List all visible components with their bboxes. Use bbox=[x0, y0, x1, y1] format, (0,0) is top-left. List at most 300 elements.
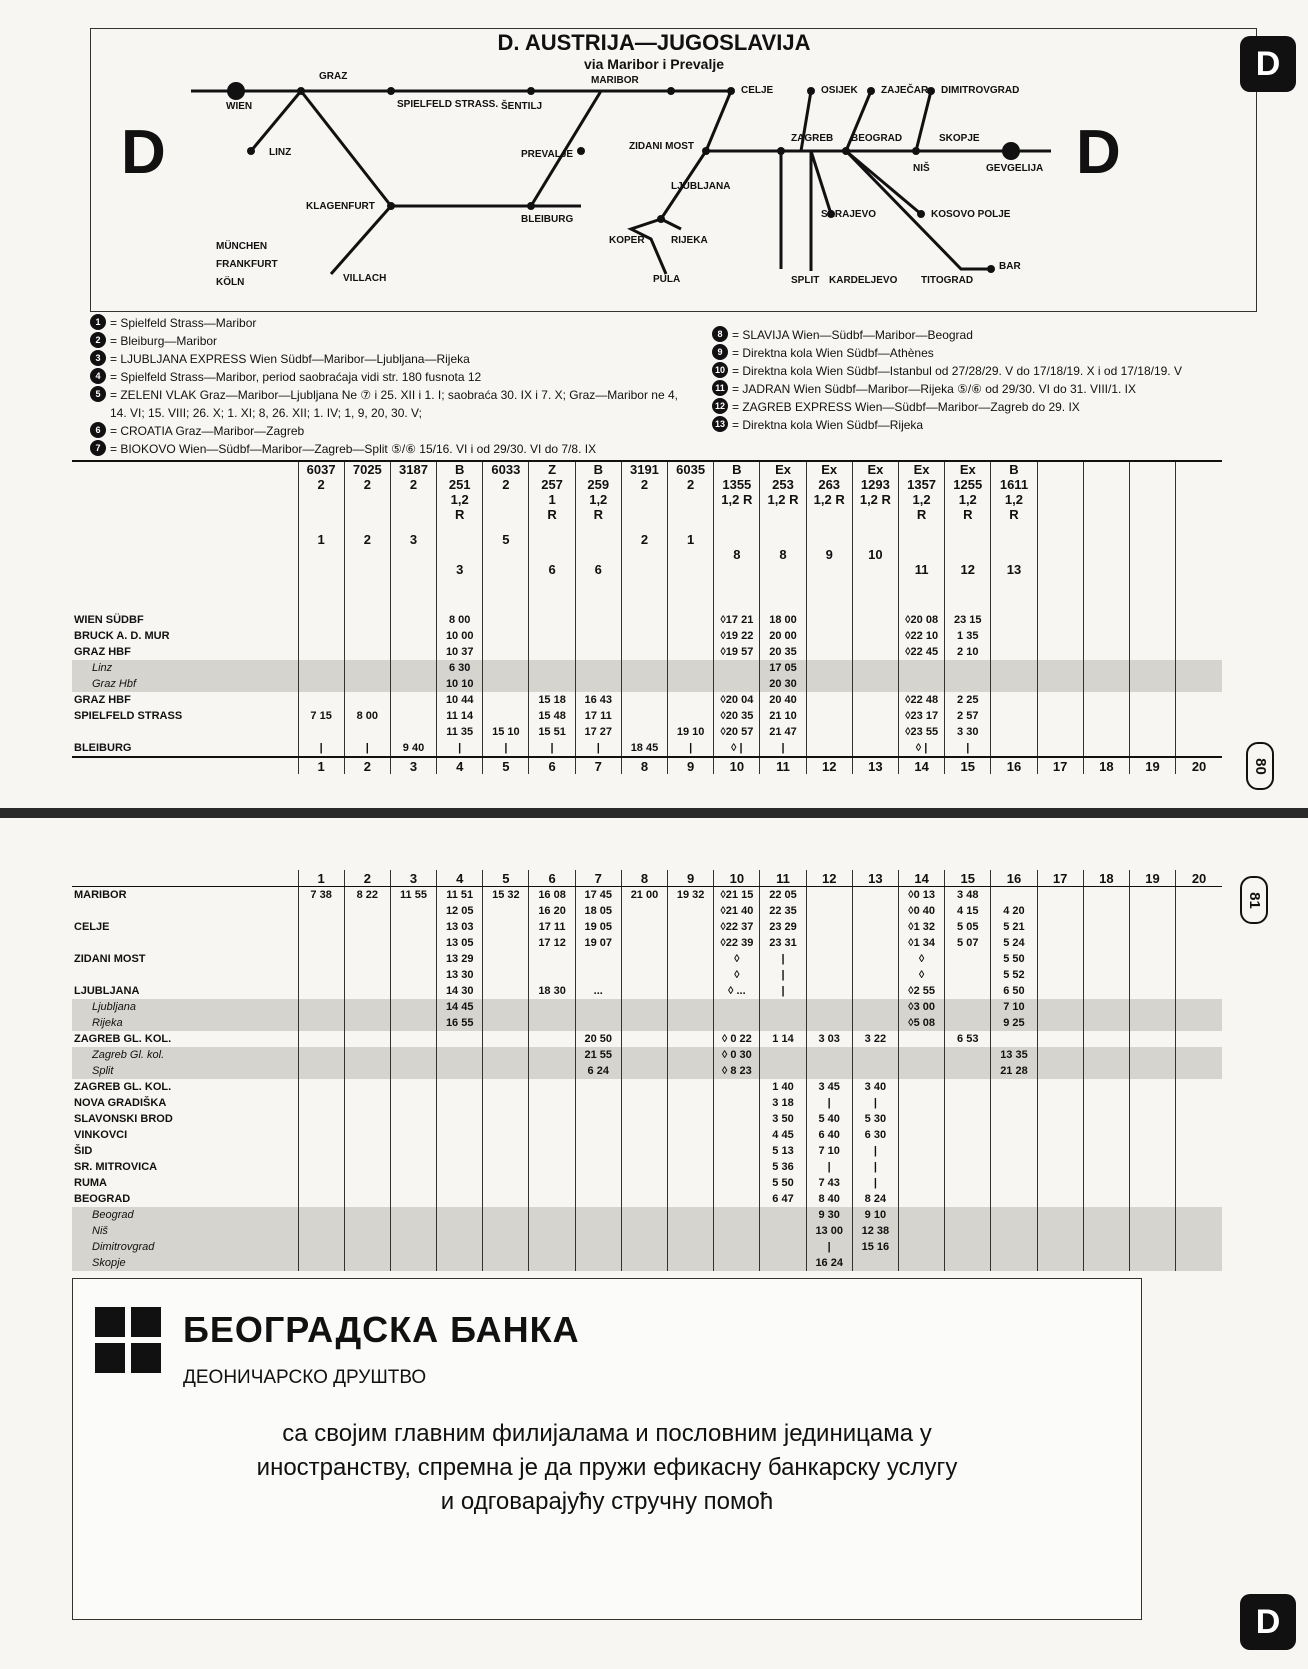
time-cell: 15 16 bbox=[852, 1239, 898, 1255]
time-cell bbox=[1176, 708, 1222, 724]
train-extra: R bbox=[455, 507, 465, 522]
time-cell bbox=[714, 1143, 760, 1159]
table-row bbox=[72, 676, 1222, 692]
time-cell bbox=[852, 692, 898, 708]
legend-item: 10 = Direktna kola Wien Südbf—Istanbul od 27/28/29. V do 17/18/19. X i od 17/18/19. V bbox=[712, 362, 1232, 380]
time-cell bbox=[298, 1111, 344, 1127]
time-cell bbox=[298, 1127, 344, 1143]
column-number: 6 bbox=[529, 757, 575, 774]
time-cell bbox=[852, 1255, 898, 1271]
time-cell bbox=[1083, 1047, 1129, 1063]
time-cell bbox=[806, 951, 852, 967]
time-cell bbox=[483, 1095, 529, 1111]
station-name: Rijeka bbox=[72, 1015, 298, 1031]
time-cell bbox=[1129, 1063, 1175, 1079]
station-name: CELJE bbox=[74, 921, 110, 933]
time-cell bbox=[437, 1255, 483, 1271]
time-cell bbox=[1129, 1175, 1175, 1191]
time-cell bbox=[529, 1111, 575, 1127]
time-cell bbox=[621, 708, 667, 724]
time-cell bbox=[298, 1079, 344, 1095]
time-cell bbox=[668, 1239, 714, 1255]
time-cell bbox=[298, 1191, 344, 1207]
time-cell bbox=[437, 1095, 483, 1111]
time-cell bbox=[529, 967, 575, 983]
time-cell bbox=[1037, 1175, 1083, 1191]
time-cell bbox=[668, 1127, 714, 1143]
time-cell bbox=[483, 612, 529, 628]
legend-item: 4 = Spielfeld Strass—Maribor, period saobraćaja vidi str. 180 fusnota 12 bbox=[90, 368, 690, 386]
time-cell bbox=[390, 628, 436, 644]
time-cell bbox=[898, 1223, 944, 1239]
time-cell bbox=[1083, 1175, 1129, 1191]
station-name: Split bbox=[72, 1063, 298, 1079]
time-cell bbox=[806, 708, 852, 724]
time-cell bbox=[1037, 1031, 1083, 1047]
time-cell bbox=[621, 1079, 667, 1095]
time-cell bbox=[991, 708, 1037, 724]
time-cell: 15 51 bbox=[529, 724, 575, 740]
time-cell bbox=[437, 1207, 483, 1223]
time-cell bbox=[529, 1063, 575, 1079]
time-cell bbox=[898, 1127, 944, 1143]
time-cell bbox=[760, 1063, 806, 1079]
city-label: KÖLN bbox=[216, 277, 245, 288]
time-cell bbox=[714, 1079, 760, 1095]
city-label: BEOGRAD bbox=[851, 133, 903, 144]
time-cell bbox=[852, 999, 898, 1015]
train-extra: R bbox=[916, 507, 927, 522]
station-name bbox=[72, 724, 298, 740]
time-cell bbox=[945, 676, 991, 692]
time-cell bbox=[1083, 951, 1129, 967]
time-cell bbox=[1176, 628, 1222, 644]
city-label: LINZ bbox=[269, 147, 292, 158]
time-cell bbox=[945, 1159, 991, 1175]
time-cell bbox=[1083, 1143, 1129, 1159]
time-cell bbox=[1037, 887, 1083, 904]
time-cell bbox=[390, 1255, 436, 1271]
time-cell bbox=[621, 1031, 667, 1047]
bank-advertisement bbox=[72, 1278, 1142, 1620]
city-label: ZIDANI MOST bbox=[629, 141, 694, 152]
train-header-cell bbox=[437, 461, 483, 612]
time-cell bbox=[575, 1191, 621, 1207]
time-cell bbox=[483, 644, 529, 660]
table-row bbox=[72, 1127, 1222, 1143]
train-no: 257 bbox=[541, 477, 563, 492]
time-cell bbox=[668, 1191, 714, 1207]
time-cell: | bbox=[760, 951, 806, 967]
time-cell bbox=[298, 983, 344, 999]
time-cell: 17 27 bbox=[575, 724, 621, 740]
train-ref: 2 bbox=[640, 532, 649, 547]
station-name: WIEN SÜDBF bbox=[74, 614, 144, 626]
time-cell bbox=[991, 692, 1037, 708]
time-cell bbox=[344, 903, 390, 919]
time-cell bbox=[298, 724, 344, 740]
time-cell bbox=[898, 1143, 944, 1159]
time-cell: 8 00 bbox=[344, 708, 390, 724]
column-number: 8 bbox=[621, 870, 667, 887]
time-cell bbox=[991, 628, 1037, 644]
time-cell bbox=[1129, 628, 1175, 644]
time-cell bbox=[852, 1063, 898, 1079]
time-cell bbox=[621, 628, 667, 644]
time-cell bbox=[1176, 983, 1222, 999]
column-number: 2 bbox=[344, 870, 390, 887]
time-cell bbox=[529, 628, 575, 644]
train-cls: 2 bbox=[502, 477, 510, 492]
table-row bbox=[72, 1143, 1222, 1159]
train-cls: 1,2 R bbox=[859, 492, 891, 507]
time-cell: | bbox=[945, 740, 991, 757]
time-cell: ... bbox=[575, 983, 621, 999]
time-cell bbox=[298, 1015, 344, 1031]
train-ref: 12 bbox=[960, 562, 975, 577]
time-cell: ◊19 57 bbox=[714, 644, 760, 660]
time-cell bbox=[390, 1127, 436, 1143]
time-cell bbox=[714, 1015, 760, 1031]
time-cell bbox=[668, 708, 714, 724]
time-cell: 19 10 bbox=[668, 724, 714, 740]
time-cell bbox=[991, 740, 1037, 757]
time-cell bbox=[390, 660, 436, 676]
time-cell: 4 15 bbox=[945, 903, 991, 919]
time-cell bbox=[1083, 1191, 1129, 1207]
time-cell bbox=[1083, 1079, 1129, 1095]
legend-item: 6 = CROATIA Graz—Maribor—Zagreb bbox=[90, 422, 690, 440]
time-cell: | bbox=[760, 983, 806, 999]
train-ref: 6 bbox=[594, 562, 602, 577]
time-cell bbox=[344, 1207, 390, 1223]
table-row bbox=[72, 1031, 1222, 1047]
time-cell bbox=[1176, 1207, 1222, 1223]
time-cell bbox=[1037, 1015, 1083, 1031]
legend-item: 9 = Direktna kola Wien Südbf—Athènes bbox=[712, 344, 1232, 362]
table-row bbox=[72, 1255, 1222, 1271]
time-cell: 3 48 bbox=[945, 887, 991, 904]
time-cell bbox=[1083, 1111, 1129, 1127]
slogan-line: иностранству, спремна је да пружи ефикасну банкарску услугу bbox=[256, 1454, 958, 1481]
time-cell bbox=[991, 724, 1037, 740]
time-cell: 7 10 bbox=[806, 1143, 852, 1159]
time-cell bbox=[483, 935, 529, 951]
column-number: 7 bbox=[575, 870, 621, 887]
time-cell bbox=[806, 1047, 852, 1063]
time-cell bbox=[991, 1207, 1037, 1223]
time-cell bbox=[1129, 1127, 1175, 1143]
train-cls: 1,2 bbox=[589, 492, 608, 507]
time-cell bbox=[1176, 1159, 1222, 1175]
time-cell bbox=[991, 1191, 1037, 1207]
time-cell bbox=[760, 1239, 806, 1255]
time-cell bbox=[668, 692, 714, 708]
time-cell: 5 50 bbox=[760, 1175, 806, 1191]
time-cell bbox=[437, 1111, 483, 1127]
table-row bbox=[72, 1095, 1222, 1111]
legend-item: 5 = ZELENI VLAK Graz—Maribor—Ljubljana Ne ⑦ i 25. XII i 1. I; saobraća 30. IX i 7. X; Graz—Maribor ne 4, 14. VI; 15. VIII; 26. X; 1. XI; 8, 26. XII; 1. IV; 1, 9, 20, 30. V; bbox=[90, 386, 690, 422]
time-cell: ◊ bbox=[898, 967, 944, 983]
table-row bbox=[72, 1207, 1222, 1223]
time-cell bbox=[852, 903, 898, 919]
time-cell bbox=[945, 1063, 991, 1079]
time-cell bbox=[1083, 1015, 1129, 1031]
time-cell bbox=[344, 724, 390, 740]
column-number: 20 bbox=[1176, 757, 1222, 774]
time-cell bbox=[575, 1111, 621, 1127]
table-row bbox=[72, 903, 1222, 919]
station-name: LJUBLJANA bbox=[74, 985, 140, 997]
time-cell bbox=[1129, 1111, 1175, 1127]
table-row bbox=[72, 919, 1222, 935]
time-cell bbox=[668, 919, 714, 935]
time-cell bbox=[1129, 740, 1175, 757]
table-row bbox=[72, 999, 1222, 1015]
time-cell bbox=[575, 644, 621, 660]
time-cell: | bbox=[344, 740, 390, 757]
time-cell bbox=[898, 1031, 944, 1047]
time-cell bbox=[298, 1031, 344, 1047]
time-cell bbox=[714, 676, 760, 692]
legend-item: 7 = BIOKOVO Wien—Südbf—Maribor—Zagreb—Split ⑤/⑥ 15/16. VI i od 29/30. VI do 7/8. IX bbox=[90, 440, 690, 458]
page-subtitle: via Maribor i Prevalje bbox=[583, 56, 725, 72]
train-no: 1255 bbox=[953, 477, 983, 492]
time-cell bbox=[529, 644, 575, 660]
time-cell bbox=[483, 1207, 529, 1223]
time-cell bbox=[298, 612, 344, 628]
time-cell bbox=[344, 1111, 390, 1127]
time-cell bbox=[898, 1079, 944, 1095]
station-name: NOVA GRADIŠKA bbox=[74, 1097, 167, 1109]
station-name: MARIBOR bbox=[74, 889, 127, 901]
time-cell bbox=[806, 903, 852, 919]
time-cell bbox=[1129, 1095, 1175, 1111]
time-cell bbox=[390, 612, 436, 628]
time-cell bbox=[621, 983, 667, 999]
time-cell bbox=[483, 1127, 529, 1143]
time-cell: 9 25 bbox=[991, 1015, 1037, 1031]
time-cell bbox=[575, 967, 621, 983]
table-row bbox=[72, 967, 1222, 983]
city-label: LJUBLJANA bbox=[671, 181, 731, 192]
time-cell bbox=[483, 1175, 529, 1191]
time-cell bbox=[1037, 1047, 1083, 1063]
time-cell: 21 00 bbox=[621, 887, 667, 904]
time-cell bbox=[1037, 628, 1083, 644]
time-cell bbox=[621, 676, 667, 692]
time-cell bbox=[945, 1255, 991, 1271]
time-cell: 9 10 bbox=[852, 1207, 898, 1223]
time-cell bbox=[1176, 903, 1222, 919]
time-cell bbox=[945, 1127, 991, 1143]
train-cls: 2 bbox=[640, 477, 649, 492]
time-cell bbox=[1083, 1207, 1129, 1223]
time-cell bbox=[529, 612, 575, 628]
time-cell: 3 03 bbox=[806, 1031, 852, 1047]
time-cell bbox=[344, 1047, 390, 1063]
time-cell: 1 14 bbox=[760, 1031, 806, 1047]
map-right-letter: D bbox=[1076, 118, 1121, 187]
table-row bbox=[72, 628, 1222, 644]
time-cell bbox=[1037, 1223, 1083, 1239]
time-cell bbox=[668, 983, 714, 999]
time-cell bbox=[621, 692, 667, 708]
time-cell bbox=[668, 999, 714, 1015]
time-cell: 16 24 bbox=[806, 1255, 852, 1271]
time-cell bbox=[945, 1143, 991, 1159]
station-name: Beograd bbox=[72, 1207, 298, 1223]
time-cell bbox=[298, 692, 344, 708]
train-header-cell bbox=[1176, 461, 1222, 612]
time-cell bbox=[298, 1207, 344, 1223]
time-cell: 11 51 bbox=[437, 887, 483, 904]
time-cell: ◊ | bbox=[898, 740, 944, 757]
train-header-cell bbox=[575, 461, 621, 612]
time-cell bbox=[529, 1223, 575, 1239]
time-cell bbox=[668, 660, 714, 676]
time-cell bbox=[852, 1047, 898, 1063]
train-header-row bbox=[72, 461, 1222, 612]
time-cell bbox=[621, 1223, 667, 1239]
time-cell bbox=[1037, 724, 1083, 740]
time-cell bbox=[1129, 1191, 1175, 1207]
station-name: Skopje bbox=[72, 1255, 298, 1271]
train-header-cell bbox=[298, 461, 344, 612]
train-no: 263 bbox=[818, 477, 841, 492]
time-cell bbox=[898, 1159, 944, 1175]
city-label: PREVALJE bbox=[521, 149, 574, 160]
time-cell bbox=[344, 1223, 390, 1239]
time-cell bbox=[344, 676, 390, 692]
time-cell bbox=[575, 1239, 621, 1255]
time-cell bbox=[390, 1223, 436, 1239]
time-cell bbox=[1129, 676, 1175, 692]
time-cell: ◊22 48 bbox=[898, 692, 944, 708]
time-cell bbox=[806, 724, 852, 740]
time-cell bbox=[1176, 951, 1222, 967]
time-cell: 16 43 bbox=[575, 692, 621, 708]
time-cell bbox=[806, 1063, 852, 1079]
time-cell bbox=[437, 1175, 483, 1191]
table-row bbox=[72, 1079, 1222, 1095]
time-cell: ◊3 00 bbox=[898, 999, 944, 1015]
time-cell bbox=[668, 1159, 714, 1175]
time-cell bbox=[668, 1015, 714, 1031]
time-cell bbox=[852, 935, 898, 951]
time-cell bbox=[621, 1191, 667, 1207]
time-cell bbox=[344, 1143, 390, 1159]
time-cell bbox=[852, 887, 898, 904]
time-cell: | bbox=[852, 1143, 898, 1159]
time-cell bbox=[344, 1079, 390, 1095]
time-cell: 17 12 bbox=[529, 935, 575, 951]
time-cell: 5 50 bbox=[991, 951, 1037, 967]
time-cell: | bbox=[852, 1095, 898, 1111]
time-cell: 3 45 bbox=[806, 1079, 852, 1095]
time-cell bbox=[390, 1191, 436, 1207]
bank-name: БЕОГРАДСКА БАНКА bbox=[183, 1309, 580, 1350]
bank-slogan bbox=[113, 1417, 1101, 1519]
time-cell bbox=[806, 967, 852, 983]
table-row bbox=[72, 887, 1222, 904]
time-cell bbox=[991, 1223, 1037, 1239]
time-cell: 10 00 bbox=[437, 628, 483, 644]
station-name: ZAGREB GL. KOL. bbox=[74, 1081, 172, 1093]
time-cell bbox=[621, 1255, 667, 1271]
time-cell: 17 11 bbox=[575, 708, 621, 724]
city-label: KOPER bbox=[609, 235, 645, 246]
time-cell bbox=[991, 1239, 1037, 1255]
city-label: KARDELJEVO bbox=[829, 275, 898, 286]
station-name: BRUCK A. D. MUR bbox=[74, 630, 170, 642]
table-row bbox=[72, 1191, 1222, 1207]
time-cell bbox=[898, 1047, 944, 1063]
station-name: ŠID bbox=[74, 1145, 93, 1157]
time-cell: 5 40 bbox=[806, 1111, 852, 1127]
train-header-cell bbox=[714, 461, 760, 612]
train-ref: 3 bbox=[456, 562, 464, 577]
station-name: BLEIBURG bbox=[74, 742, 132, 754]
time-cell: 18 30 bbox=[529, 983, 575, 999]
time-cell bbox=[760, 1207, 806, 1223]
time-cell bbox=[1129, 644, 1175, 660]
time-cell: 13 03 bbox=[437, 919, 483, 935]
legend-item: 13 = Direktna kola Wien Südbf—Rijeka bbox=[712, 416, 1232, 434]
time-cell bbox=[621, 967, 667, 983]
time-cell bbox=[1129, 967, 1175, 983]
time-cell: ◊1 34 bbox=[898, 935, 944, 951]
time-cell bbox=[621, 1239, 667, 1255]
train-header-cell bbox=[1129, 461, 1175, 612]
train-ref: 6 bbox=[548, 562, 556, 577]
side-tab: D bbox=[1240, 1594, 1296, 1650]
time-cell bbox=[390, 708, 436, 724]
time-cell: 20 50 bbox=[575, 1031, 621, 1047]
time-cell bbox=[529, 999, 575, 1015]
time-cell bbox=[298, 644, 344, 660]
train-cat: Ex bbox=[821, 462, 838, 477]
column-number: 13 bbox=[852, 870, 898, 887]
time-cell bbox=[437, 1223, 483, 1239]
time-cell bbox=[621, 660, 667, 676]
column-number: 1 bbox=[298, 757, 344, 774]
time-cell bbox=[806, 660, 852, 676]
city-label: WIEN bbox=[226, 101, 253, 112]
time-cell bbox=[575, 1127, 621, 1143]
time-cell bbox=[529, 660, 575, 676]
time-cell bbox=[760, 1047, 806, 1063]
time-cell bbox=[575, 676, 621, 692]
time-cell bbox=[483, 967, 529, 983]
time-cell bbox=[760, 1223, 806, 1239]
station-name: ZAGREB GL. KOL. bbox=[74, 1033, 172, 1045]
time-cell bbox=[898, 1095, 944, 1111]
column-number: 19 bbox=[1129, 757, 1175, 774]
time-cell: 19 07 bbox=[575, 935, 621, 951]
time-cell: 7 10 bbox=[991, 999, 1037, 1015]
city-label: TITOGRAD bbox=[921, 275, 974, 286]
time-cell: 16 55 bbox=[437, 1015, 483, 1031]
train-ref: 8 bbox=[733, 547, 741, 562]
time-cell bbox=[945, 1207, 991, 1223]
column-number: 10 bbox=[714, 757, 760, 774]
time-cell: 7 38 bbox=[298, 887, 344, 904]
time-cell bbox=[483, 919, 529, 935]
column-number: 16 bbox=[991, 870, 1037, 887]
time-cell bbox=[991, 676, 1037, 692]
time-cell bbox=[1083, 1239, 1129, 1255]
